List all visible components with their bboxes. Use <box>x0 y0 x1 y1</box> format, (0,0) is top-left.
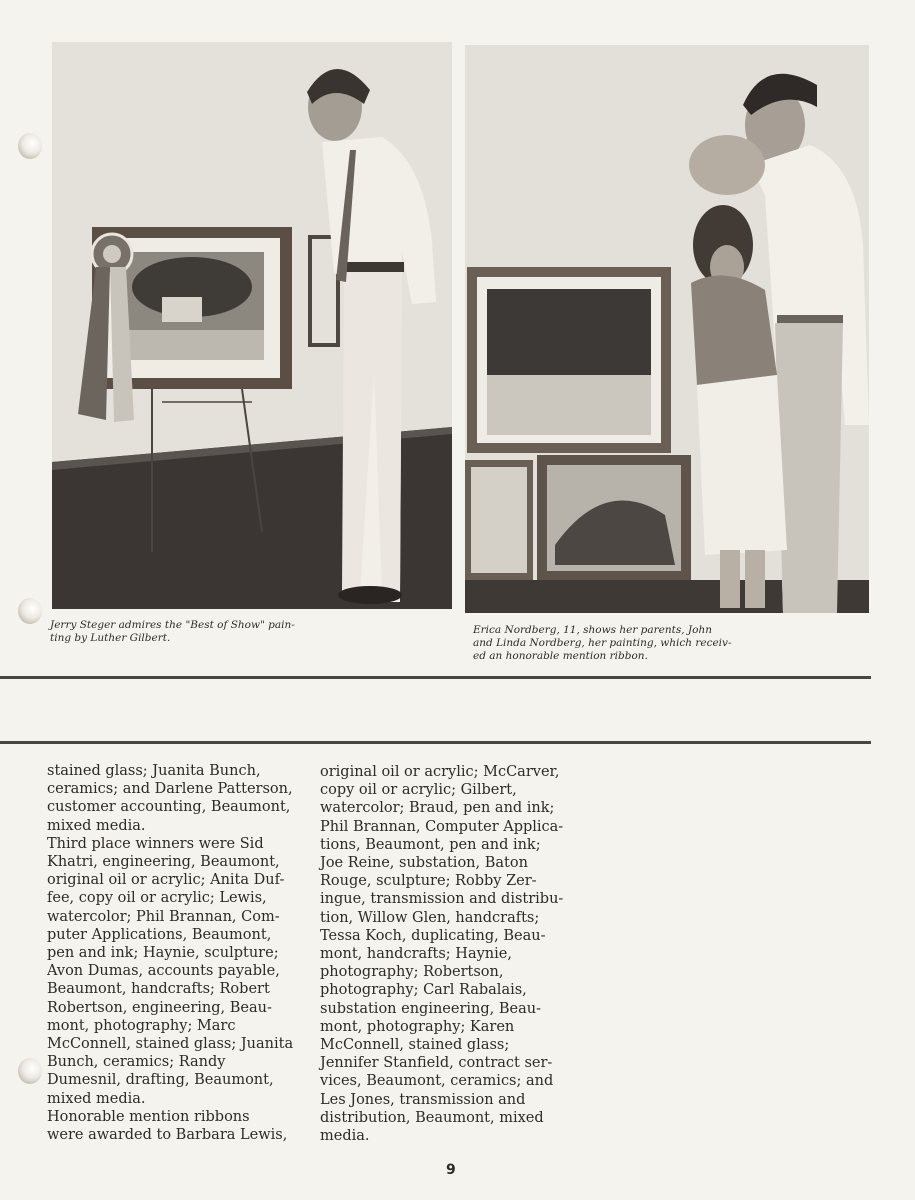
article-paragraph: original oil or acrylic; McCarver, copy oil or acrylic; Gilbert, watercolor; Braud, pen and ink; Phil Brannan, Computer Applica- tions, Beaumont, pen and ink; Joe Reine, substation, Baton Rouge, sculpture; Robby Zer- ingue, transmission and distribu- tion, Willow Glen, handcrafts; Tessa Koch, duplicating, Beau- mont, handcrafts; Haynie, photography; Robertson, photography; Carl Rabalais, substation engineering, Beau- mont, photography; Karen McConnell, stained glass; Jennifer Stanfield, contract ser- vices, Beaumont, ceramics; and Les Jones, transmission and distribution, Beaumont, mixed media. <box>320 764 564 1145</box>
article-paragraph: stained glass; Juanita Bunch, ceramics; and Darlene Patterson, customer accounting, Beaumont, mixed media. <box>47 763 293 834</box>
photo-honorable-mention-illustration <box>465 45 869 613</box>
article-paragraph: Honorable mention ribbons were awarded to Barbara Lewis, <box>47 1108 288 1144</box>
binder-hole <box>18 1058 42 1084</box>
photo-caption-right: Erica Nordberg, 11, shows her parents, John and Linda Nordberg, her painting, which receiv- ed an honorable mention ribbon. <box>473 624 732 662</box>
photo-best-of-show <box>52 42 452 609</box>
binder-hole <box>18 598 42 624</box>
binder-hole <box>18 133 42 159</box>
article-column-2 <box>320 763 565 1145</box>
article-column-1 <box>47 762 297 1144</box>
divider-rule <box>0 741 871 744</box>
photo-honorable-mention <box>465 45 869 613</box>
divider-rule <box>0 676 871 679</box>
photo-caption-left: Jerry Steger admires the "Best of Show" pain- ting by Luther Gilbert. <box>50 619 295 644</box>
page-number: 9 <box>446 1162 456 1178</box>
article-paragraph: Third place winners were Sid Khatri, engineering, Beaumont, original oil or acrylic; Anita Duf- fee, copy oil or acrylic; Lewis, watercolor; Phil Brannan, Com- puter Applications, Beaumont, pen and ink; Haynie, sculpture; Avon Dumas, accounts payable, Beaumont, handcrafts; Robert Robertson, engineering, Beau- mont, photography; Marc McConnell, stained glass; Juanita Bunch, ceramics; Randy Dumesnil, drafting, Beaumont, mixed media. <box>47 835 294 1107</box>
photo-best-of-show-illustration <box>52 42 452 609</box>
